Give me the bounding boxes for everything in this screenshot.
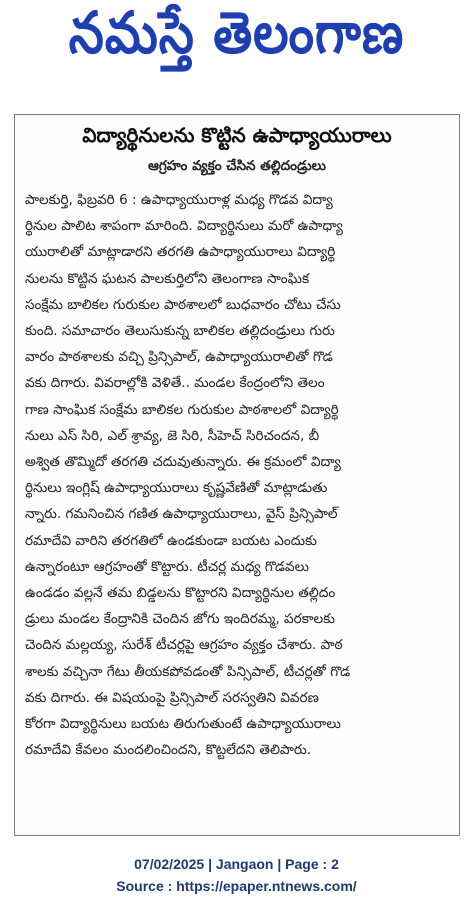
article-line: సంక్షేమ బాలికల గురుకుల పాఠశాలలో బుధవారం చోటు చేసు: [25, 296, 341, 313]
news-clipping: [14, 114, 460, 836]
article-line: కోరగా విద్యార్థినులు బయట తిరుగుతుంటే ఉపాధ్యాయురాలు: [25, 716, 341, 733]
article-line: అశ్విత తొమ్మిదో తరగతి చదువుతున్నారు. ఈ క్రమంలో విద్యా: [25, 454, 341, 471]
article-line: న్నారు. గమనించిన గణిత ఉపాధ్యాయురాలు, వైస్ ప్రిన్సిపాల్: [25, 506, 338, 523]
article-line: ఉండడం వల్లనే తమ బిడ్డలను కొట్టారని విద్యార్థినుల తల్లిదం: [25, 585, 336, 602]
article-line: నులు ఎస్ సిరి, ఎల్ శ్రావ్య, జె సిరి, సీహెచ్ సిరిచందన, బీ: [25, 427, 320, 444]
article-line: ర్థినులు ఇంగ్లిష్ ఉపాధ్యాయురాలు కృష్ణవేణితో మాట్లాడుతు: [25, 480, 328, 497]
article-line: వకు దిగారు. ఈ విషయంపై ప్రిన్సిపాల్ సరస్వతిని వివరణ: [25, 689, 319, 706]
article-line: చెందిన మల్లయ్య, సురేశ్ టీచర్లపై ఆగ్రహం వ్యక్తం చేశారు. పాఠ: [25, 637, 343, 654]
article-line: డ్రులు మండల కేంద్రానికి చెందిన జోగు ఇందిరమ్మ, పరకాలకు: [25, 611, 335, 628]
masthead: [0, 0, 473, 80]
article-body: [25, 187, 449, 763]
article-line: నులను కొట్టిన ఘటన పాలకుర్తిలోని తెలంగాణ సాంఘిక: [25, 270, 310, 287]
article-subheadline: ఆగ్రహం వ్యక్తం చేసిన తల్లిదండ్రులు: [148, 158, 326, 174]
article-line: వారం పాఠశాలకు వచ్చి ప్రిన్సిపాల్, ఉపాధ్యాయురాలితో గొడ: [25, 349, 333, 366]
source-link[interactable]: Source : https://epaper.ntnews.com/: [116, 878, 357, 894]
article-line: రమాదేవి వారిని తరగతిలో ఉండకుండా బయట ఎందుకు: [25, 532, 317, 549]
article-line: రమాదేవి కేవలం మందలించిందని, కొట్టలేదని తెలిపారు.: [25, 742, 312, 759]
edition-date-page: 07/02/2025 | Jangaon | Page : 2: [134, 856, 339, 872]
article-line: ర్థినుల పాలిట శాపంగా మారింది. విద్యార్థినులు మరో ఉపాధ్యా: [25, 218, 343, 235]
article-line: వకు దిగారు. వివరాల్లోకి వెళితే.. మండల కేంద్రంలోని తెలం: [25, 375, 325, 392]
newspaper-logo-title: నమస్తే తెలంగాణ: [68, 0, 405, 66]
article-line: కుంది. సమాచారం తెలుసుకున్న బాలికల తల్లిదండ్రులు గురు: [25, 323, 335, 340]
article-line: ఉన్నారంటూ ఆగ్రహంతో కొట్టారు. టీచర్ల మధ్య గొడవలు: [25, 558, 309, 575]
article-headline: విద్యార్థినులను కొట్టిన ఉపాధ్యాయురాలు: [82, 123, 392, 147]
article-line: పాలకుర్తి, ఫిబ్రవరి 6 : ఉపాధ్యాయురాళ్ల మధ్య గొడవ విద్యా: [25, 192, 333, 208]
article-line: శాలకు వచ్చినా గేటు తీయకపోవడంతో పిన్సిపాల్, టీచర్లతో గొడ: [25, 663, 351, 680]
article-line: గాణ సాంఘిక సంక్షేమ బాలికల గురుకుల పాఠశాలలో విద్యార్థి: [25, 401, 339, 418]
article-line: యురాలితో మాట్లాడారని తరగతి ఉపాధ్యాయురాలు విద్యార్థి: [25, 244, 336, 261]
